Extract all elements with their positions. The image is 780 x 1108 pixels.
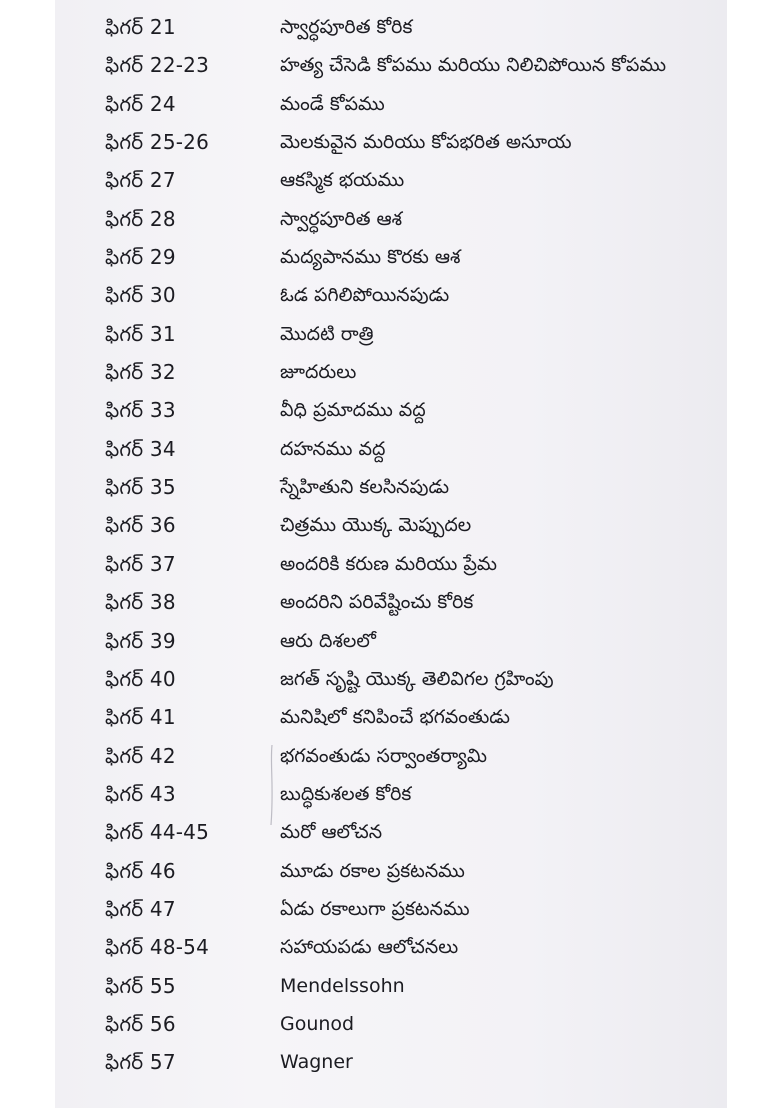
figure-number: ఫిగర్ 41 [105, 705, 176, 730]
figure-entry [105, 85, 725, 123]
figure-title: వీధి ప్రమాదము వద్ద [280, 399, 426, 422]
figure-title: మనిషిలో కనిపించే భగవంతుడు [280, 706, 510, 729]
figure-title: బుద్ధికుశలత కోరిక [280, 782, 412, 805]
figure-list [105, 8, 725, 1082]
figure-title: హత్య చేసెడి కోపము మరియు నిలిచిపోయిన కోపము [280, 54, 667, 77]
figure-title: భగవంతుడు సర్వాంతర్యామి [280, 744, 487, 767]
figure-entry [105, 430, 725, 468]
figure-number: ఫిగర్ 38 [105, 590, 176, 615]
figure-number: ఫిగర్ 39 [105, 628, 176, 653]
figure-entry [105, 123, 725, 161]
figure-entry [105, 1005, 725, 1043]
figure-title: మండే కోపము [280, 92, 385, 115]
figure-title: ఏడు రకాలుగా ప్రకటనము [280, 897, 470, 920]
figure-title: అందరికి కరుణ మరియు ప్రేమ [280, 552, 497, 575]
figure-number: ఫిగర్ 56 [105, 1011, 176, 1036]
figure-entry [105, 852, 725, 890]
figure-entry [105, 8, 725, 46]
figure-title: ఆకస్మిక భయము [280, 169, 405, 192]
figure-entry [105, 967, 725, 1005]
figure-number: ఫిగర్ 25-26 [105, 130, 210, 155]
figure-number: ఫిగర్ 57 [105, 1050, 176, 1075]
figure-number: ఫిగర్ 24 [105, 91, 176, 116]
figure-entry [105, 775, 725, 813]
figure-title: స్నేహితుని కలసినపుడు [280, 476, 450, 499]
figure-number: ఫిగర్ 37 [105, 551, 176, 576]
figure-number: ఫిగర్ 28 [105, 206, 176, 231]
figure-entry [105, 622, 725, 660]
figure-title: మరో ఆలోచన [280, 821, 383, 844]
figure-number: ఫిగర్ 32 [105, 360, 176, 385]
figure-title: Gounod [280, 1012, 355, 1035]
figure-title: చిత్రము యొక్క మెప్పుదల [280, 514, 472, 537]
figure-title: జూదరులు [280, 361, 357, 384]
figure-title: జగత్ సృష్టి యొక్క తెలివిగల గ్రహింపు [280, 667, 554, 690]
figure-number: ఫిగర్ 34 [105, 436, 176, 461]
figure-entry [105, 276, 725, 314]
figure-title: Wagner [280, 1051, 353, 1074]
figure-number: ఫిగర్ 21 [105, 15, 176, 39]
figure-title: అందరిని పరివేష్టించు కోరిక [280, 591, 474, 614]
figure-title: ఓడ పగిలిపోయినపుడు [280, 284, 450, 307]
figure-number: ఫిగర్ 30 [105, 283, 176, 308]
figure-entry [105, 315, 725, 353]
figure-number: ఫిగర్ 42 [105, 743, 176, 768]
figure-number: ఫిగర్ 35 [105, 475, 176, 500]
figure-number: ఫిగర్ 47 [105, 896, 176, 921]
figure-title: మెలకువైన మరియు కోపభరిత అసూయ [280, 131, 572, 154]
figure-entry [105, 468, 725, 506]
figure-number: ఫిగర్ 48-54 [105, 935, 210, 960]
figure-number: ఫిగర్ 33 [105, 398, 176, 423]
figure-entry [105, 737, 725, 775]
figure-entry [105, 238, 725, 276]
figure-number: ఫిగర్ 29 [105, 245, 176, 270]
figure-entry [105, 813, 725, 851]
figure-number: ఫిగర్ 44-45 [105, 820, 210, 845]
figure-title: సహాయపడు ఆలోచనలు [280, 936, 459, 959]
figure-title: స్వార్ధపూరిత ఆశ [280, 207, 403, 230]
figure-entry [105, 698, 725, 736]
figure-entry [105, 890, 725, 928]
figure-entry [105, 391, 725, 429]
figure-number: ఫిగర్ 46 [105, 858, 176, 883]
figure-number: ఫిగర్ 55 [105, 973, 176, 998]
figure-title: స్వార్ధపూరిత కోరిక [280, 16, 413, 38]
figure-title: Mendelssohn [280, 974, 405, 997]
figure-entry [105, 46, 725, 84]
figure-title: మూడు రకాల ప్రకటనము [280, 859, 465, 882]
figure-entry [105, 928, 725, 966]
figure-number: ఫిగర్ 40 [105, 666, 176, 691]
figure-entry [105, 1043, 725, 1081]
figure-number: ఫిగర్ 27 [105, 168, 176, 193]
figure-title: దహనము వద్ద [280, 437, 386, 460]
figure-entry [105, 353, 725, 391]
figure-entry [105, 506, 725, 544]
figure-entry [105, 161, 725, 199]
figure-title: మొదటి రాత్రి [280, 322, 374, 345]
figure-entry [105, 583, 725, 621]
figure-title: మద్యపానము కొరకు ఆశ [280, 246, 461, 269]
figure-number: ఫిగర్ 43 [105, 781, 176, 806]
figure-entry [105, 200, 725, 238]
figure-number: ఫిగర్ 22-23 [105, 53, 210, 78]
figure-number: ఫిగర్ 36 [105, 513, 176, 538]
figure-number: ఫిగర్ 31 [105, 321, 176, 346]
figure-title: ఆరు దిశలలో [280, 629, 376, 652]
figure-entry [105, 545, 725, 583]
figure-entry [105, 660, 725, 698]
